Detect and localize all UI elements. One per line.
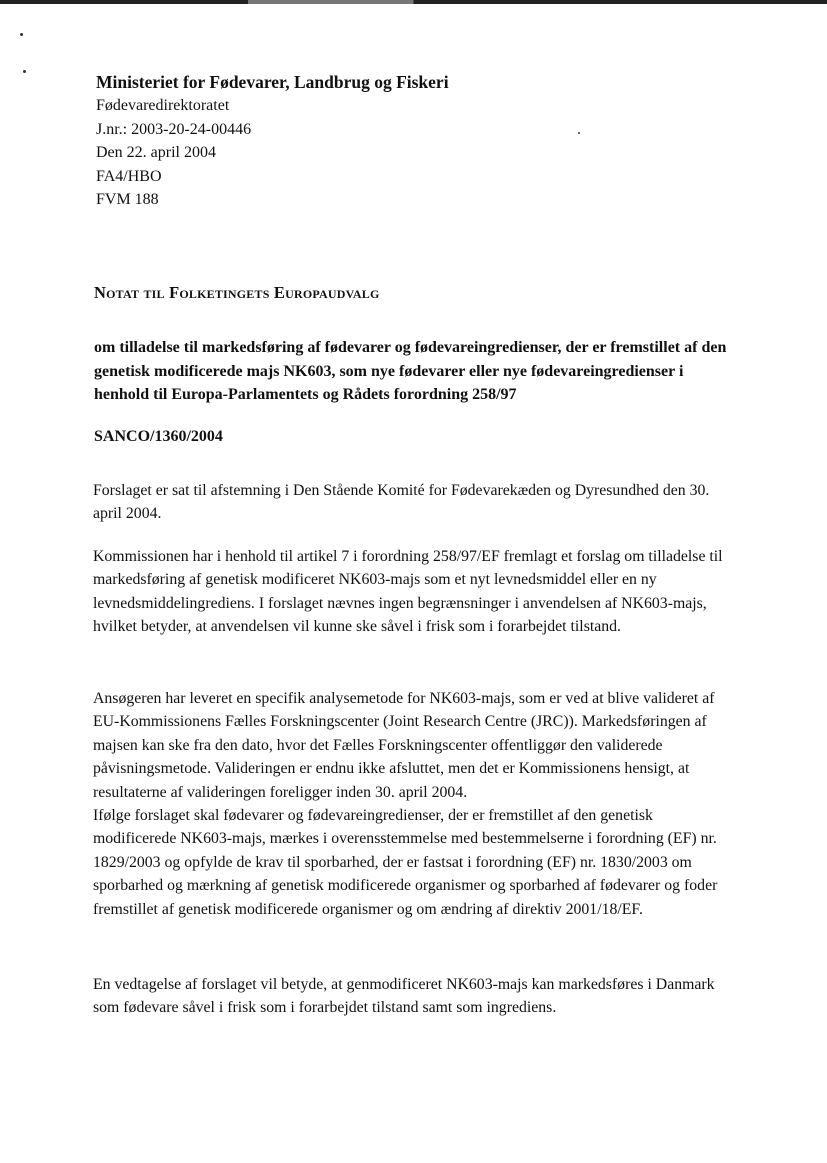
- paragraph-labelling: Ifølge forslaget skal fødevarer og fødevareingredienser, der er fremstillet af den genetisk modificerede NK603-majs, mærkes i overensstemmelse med bestemmelserne i forordning (EF) nr. 1829/2003 og opfylde de krav til sporbarhed, der er fastsat i forordning (EF) nr. 1830/2003 om sporbarhed og mærkning af genetisk modificerede organismer og sporbarhed af fødevarer og foder fremstillet af genetisk modificerede organismer og om ændring af direktiv 2001/18/EF.: [93, 807, 718, 918]
- document-title: Notat til Folketingets Europaudvalg: [94, 283, 380, 302]
- agency-name: Fødevaredirektoratet: [96, 97, 230, 114]
- ministry-name: Ministeriet for Fødevarer, Landbrug og Fiskeri: [96, 72, 449, 92]
- paragraph-consequence: En vedtagelse af forslaget vil betyde, at genmodificeret NK603-majs kan markedsføres i Danmark som fødevare såvel i frisk som i forarbejdet tilstand samt som ingrediens.: [93, 976, 715, 1017]
- paragraph-vote: Forslaget er sat til afstemning i Den Stående Komité for Fødevarekæden og Dyresundhed den 30. april 2004.: [93, 482, 710, 523]
- paragraph-proposal: Kommissionen har i henhold til artikel 7 i forordning 258/97/EF fremlagt et forslag om tilladelse til markedsføring af genetisk modificeret NK603-majs som et nyt levnedsmiddel eller en ny levnedsmiddelingrediens. I forslaget nævnes ingen begrænsninger i anvendelsen af NK603-majs, hvilket betyder, at anvendelsen vil kunne ske såvel i frisk som i forarbejdet tilstand.: [93, 548, 723, 636]
- fvm-number: FVM 188: [96, 191, 159, 208]
- document-date: Den 22. april 2004: [96, 144, 216, 161]
- letterhead: [96, 70, 696, 212]
- paragraph-method: Ansøgeren har leveret en specifik analysemetode for NK603-majs, som er ved at blive valideret af EU-Kommissionens Fælles Forskningscenter (Joint Research Centre (JRC)). Markedsføringen af majsen kan ske fra den dato, hvor det Fælles Forskningscenter offentliggør den validerede påvisningsmetode. Valideringen er endnu ikke afsluttet, men det er Kommissionens hensigt, at resultaterne af valideringen foreligger inden 30. april 2004.: [93, 690, 715, 801]
- document-subject: om tilladelse til markedsføring af fødevarer og fødevareingredienser, der er fremstillet af den genetisk modificerede majs NK603, som nye fødevarer eller nye fødevareingredienser i henhold til Europa-Parlamentets og Rådets forordning 258/97: [94, 339, 727, 403]
- scan-speck: [23, 70, 26, 73]
- journal-number: J.nr.: 2003-20-24-00446: [96, 120, 252, 138]
- scan-speck: [578, 132, 580, 134]
- office-reference: FA4/HBO: [96, 167, 162, 185]
- case-reference: SANCO/1360/2004: [94, 428, 223, 445]
- scan-speck: [20, 33, 23, 36]
